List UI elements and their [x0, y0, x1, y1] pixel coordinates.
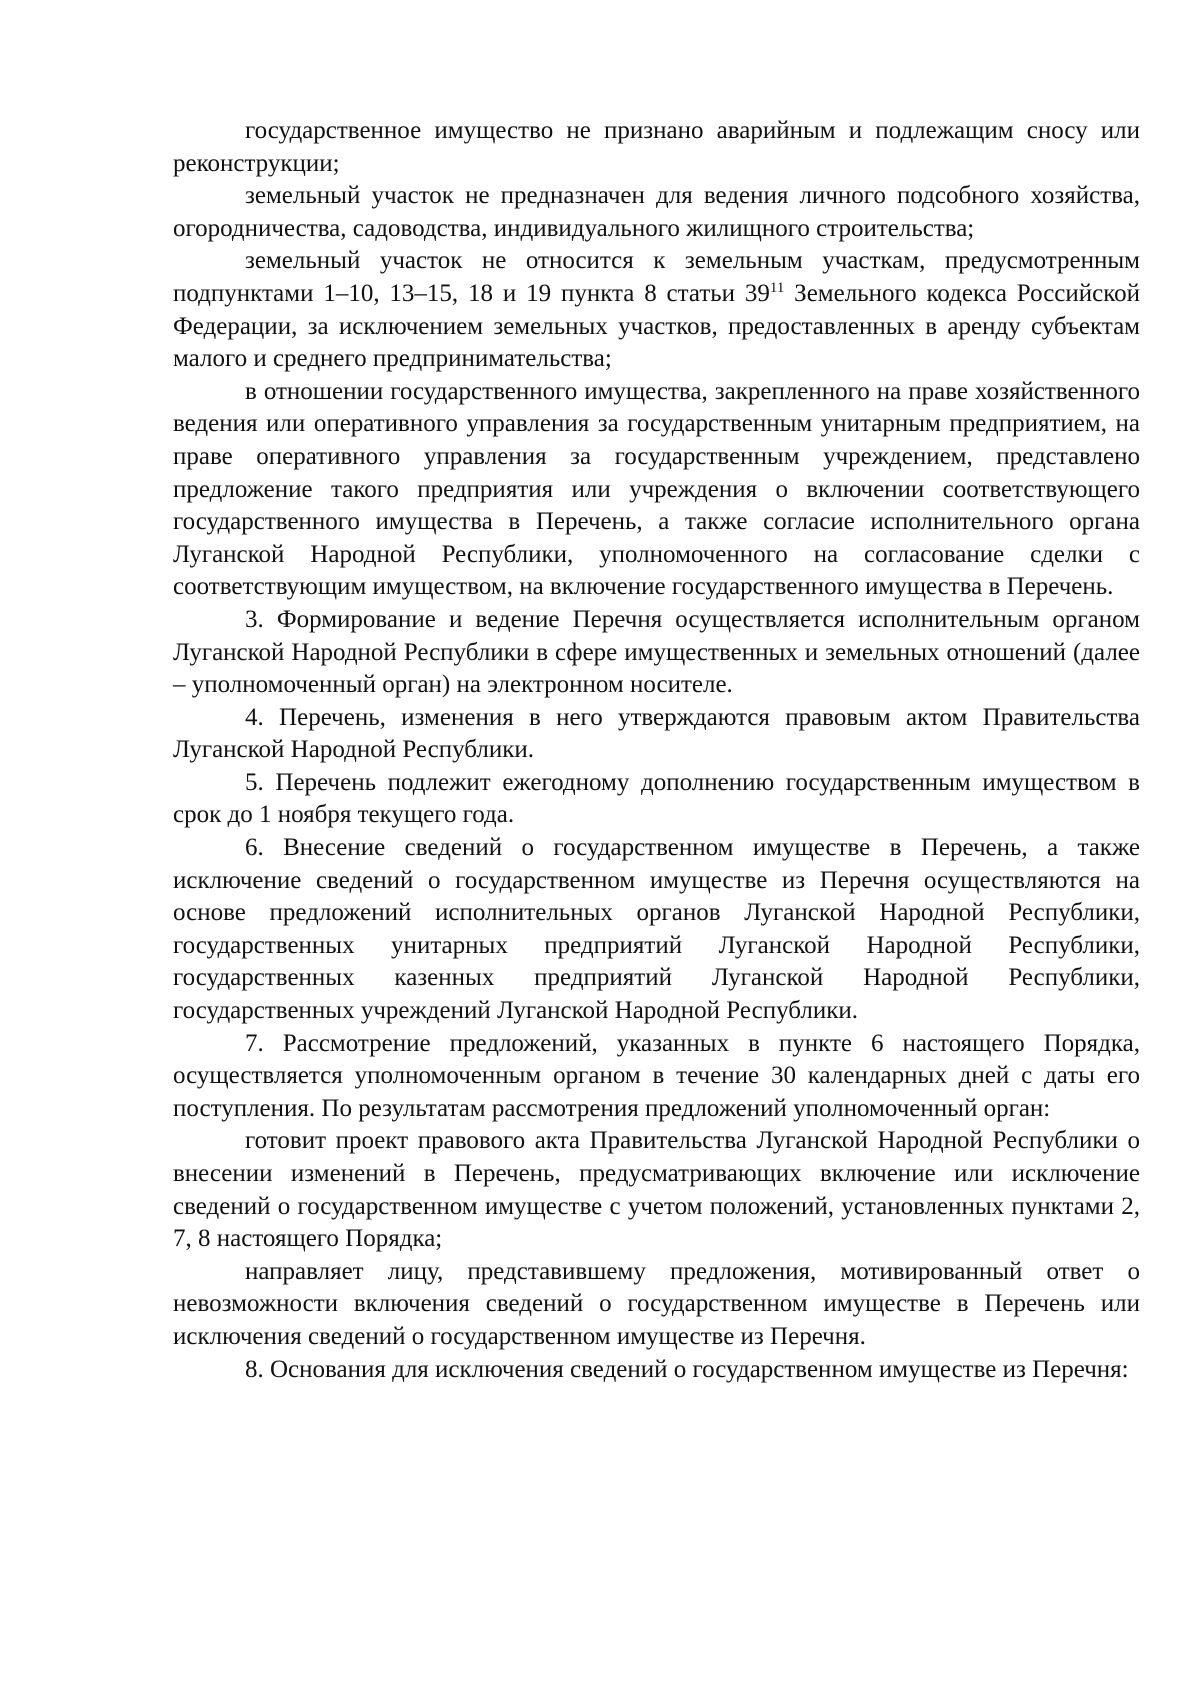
paragraph-item-7-prepare: [173, 1125, 1140, 1255]
paragraph-item-4: [173, 702, 1140, 767]
paragraph-text: в отношении государственного имущества, закрепленного на праве хозяйственного ведения или оперативного управления за государственным унитарным предприятием, на праве оперативного управления за государственным учреждением, представлено предложение такого предприятия или учреждения о включении соответствующего государственного имущества в Перечень, а также согласие исполнительного органа Луганской Народной Республики, уполномоченного на согласование сделки с соответствующим имуществом, на включение государственного имущества в Перечень.: [173, 377, 1140, 601]
paragraph-text: земельный участок не относится к земельным участкам, предусмотренным подпунктами 1–10, 13–15, 18 и 19 пункта 8 статьи 39: [173, 247, 1140, 307]
paragraph-condition-proposal: [173, 376, 1140, 604]
paragraph-text-tail: Земельного кодекса Российской Федерации, за исключением земельных участков, предоставленных в аренду субъектам малого и среднего предпринимательства;: [173, 279, 1140, 373]
paragraph-item-7: [173, 1028, 1140, 1126]
paragraph-item-8: [173, 1354, 1140, 1387]
paragraph-text: 3. Формирование и ведение Перечня осуществляется исполнительным органом Луганской Народной Республики в сфере имущественных и земельных отношений (далее – уполномоченный орган) на электронном носителе.: [173, 605, 1140, 699]
paragraph-text: 6. Внесение сведений о государственном имуществе в Перечень, а также исключение сведений о государственном имуществе из Перечня осуществляются на основе предложений исполнительных органов Луганской Народной Республики, государственных унитарных предприятий Луганской Народной Республики, государственных казенных предприятий Луганской Народной Республики, государственных учреждений Луганской Народной Республики.: [173, 834, 1140, 1025]
paragraph-condition-not-emergency: [173, 115, 1140, 180]
paragraph-text: земельный участок не предназначен для ведения личного подсобного хозяйства, огородничества, садоводства, индивидуального жилищного строительства;: [173, 182, 1140, 242]
paragraph-text: готовит проект правового акта Правительства Луганской Народной Республики о внесении изменений в Перечень, предусматривающих включение или исключение сведений о государственном имуществе с учетом положений, установленных пунктами 2, 7, 8 настоящего Порядка;: [173, 1127, 1140, 1253]
document-page: [173, 115, 1140, 1386]
paragraph-text: 8. Основания для исключения сведений о государственном имуществе из Перечня:: [245, 1355, 1129, 1383]
paragraph-text: направляет лицу, представившему предложения, мотивированный ответ о невозможности включения сведений о государственном имуществе в Перечень или исключения сведений о государственном имуществе из Перечня.: [173, 1257, 1140, 1350]
paragraph-text: 7. Рассмотрение предложений, указанных в пункте 6 настоящего Порядка, осуществляется уполномоченным органом в течение 30 календарных дней с даты его поступления. По результатам рассмотрения предложений уполномоченный орган:: [173, 1029, 1140, 1122]
article-superscript: 11: [769, 279, 785, 296]
paragraph-item-7-respond: [173, 1256, 1140, 1354]
paragraph-text: 5. Перечень подлежит ежегодному дополнению государственным имуществом в срок до 1 ноября текущего года.: [173, 768, 1140, 829]
paragraph-text: государственное имущество не признано аварийным и подлежащим сносу или реконструкции;: [173, 117, 1140, 177]
paragraph-item-6: [173, 832, 1140, 1028]
paragraph-item-5: [173, 767, 1140, 832]
paragraph-condition-land-use: [173, 180, 1140, 245]
paragraph-condition-land-code: [173, 245, 1140, 375]
paragraph-item-3: [173, 604, 1140, 702]
paragraph-text: 4. Перечень, изменения в него утверждаются правовым актом Правительства Луганской Народной Республики.: [173, 703, 1140, 764]
